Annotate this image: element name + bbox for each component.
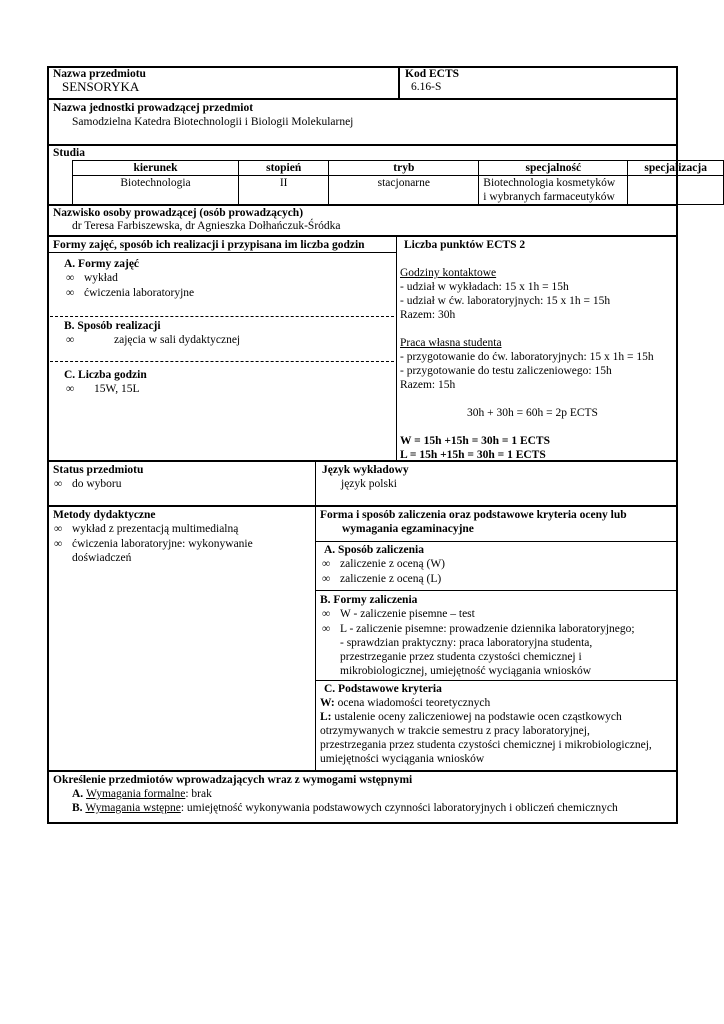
bullet-icon: ∞ — [54, 538, 63, 550]
dashed-divider — [50, 316, 394, 317]
list-item: ∞ wykład — [66, 272, 118, 284]
studies-label: Studia — [53, 147, 85, 159]
divider — [396, 235, 397, 461]
list-item-cont: doświadczeń — [72, 552, 132, 564]
header-cell: stopień — [239, 161, 329, 176]
divider — [47, 770, 678, 772]
assessment-title-cont: wymagania egzaminacyjne — [342, 523, 474, 535]
self-line: - przygotowanie do testu zaliczeniowego: 15h — [400, 365, 612, 377]
assessment-b-title: B. Formy zaliczenia — [320, 594, 418, 606]
specjalnosc-line1: Biotechnologia kosmetyków — [483, 177, 616, 189]
list-item-cont: - sprawdzian praktyczny: praca laboratoryjna studenta, — [340, 637, 593, 649]
list-item: ∞ 15W, 15L — [66, 383, 140, 395]
list-item: ∞ W - zaliczenie pisemne – test — [322, 608, 475, 620]
divider — [315, 461, 316, 771]
criteria-l-cont: umiejętności wyciągania wniosków — [320, 753, 485, 765]
status-value: ∞ do wyboru — [54, 478, 122, 490]
lecturers-label: Nazwisko osoby prowadzącej (osób prowadzących) — [53, 207, 304, 219]
contact-hours-title: Godziny kontaktowe — [400, 267, 497, 279]
assessment-a-title: A. Sposób zaliczenia — [324, 544, 424, 556]
divider — [398, 66, 400, 99]
header-cell: kierunek — [73, 161, 239, 176]
divider — [47, 460, 678, 462]
status-label: Status przedmiotu — [53, 464, 144, 476]
criteria-l: L: ustalenie oceny zaliczeniowej na podstawie ocen cząstkowych — [320, 711, 622, 723]
lecturers-value: dr Teresa Farbiszewska, dr Agnieszka Dołhańczuk-Śródka — [72, 220, 341, 232]
list-item: ∞ zajęcia w sali dydaktycznej — [66, 334, 241, 346]
forms-b-title: B. Sposób realizacji — [64, 320, 161, 332]
header-cell: tryb — [329, 161, 479, 176]
criteria-w: W: ocena wiadomości teoretycznych — [320, 697, 491, 709]
bullet-icon: ∞ — [66, 272, 75, 284]
forms-a-title: A. Formy zajęć — [64, 258, 140, 270]
cell-specjalnosc — [479, 176, 628, 205]
criteria-l-cont: przestrzegania przez studenta czystości chemicznej i mikrobiologicznej, — [320, 739, 652, 751]
contact-line: - udział w wykładach: 15 x 1h = 15h — [400, 281, 569, 293]
subject-label: Nazwa przedmiotu — [53, 68, 146, 80]
studies-header-row — [73, 161, 724, 176]
ects-w-line: W = 15h +15h = 30h = 1 ECTS — [400, 435, 550, 447]
prereq-title: Określenie przedmiotów wprowadzających wraz z wymogami wstępnymi — [53, 774, 413, 786]
ects-l-line: L = 15h +15h = 30h = 1 ECTS — [400, 449, 546, 461]
studies-table — [72, 160, 724, 205]
list-item: ∞ L - zaliczenie pisemne: prowadzenie dziennika laboratoryjnego; — [322, 623, 635, 635]
methods-label: Metody dydaktyczne — [53, 509, 156, 521]
list-item: ∞ zaliczenie z oceną (W) — [322, 558, 446, 570]
list-item: ∞ wykład z prezentacją multimedialną — [54, 523, 239, 535]
bullet-icon: ∞ — [54, 478, 63, 490]
header-cell: specjalność — [479, 161, 628, 176]
forms-c-title: C. Liczba godzin — [64, 369, 147, 381]
ects-total: 30h + 30h = 60h = 2p ECTS — [467, 407, 598, 419]
forms-header: Formy zajęć, sposób ich realizacji i przypisana im liczba godzin — [53, 239, 365, 251]
prereq-a: A. Wymagania formalne: brak — [72, 788, 212, 800]
language-label: Język wykładowy — [322, 464, 409, 476]
divider — [47, 235, 678, 237]
contact-line: - udział w ćw. laboratoryjnych: 15 x 1h = 15h — [400, 295, 611, 307]
list-item: ∞ ćwiczenia laboratoryjne: wykonywanie — [54, 538, 253, 550]
bullet-icon: ∞ — [54, 523, 63, 535]
ects-code-label: Kod ECTS — [405, 68, 460, 80]
self-line: Razem: 15h — [400, 379, 456, 391]
bullet-icon: ∞ — [66, 334, 75, 346]
ects-title: Liczba punktów ECTS 2 — [404, 239, 526, 251]
criteria-l-cont: otrzymywanych w trakcie semestru z pracy laboratoryjnej, — [320, 725, 590, 737]
ects-code-value: 6.16-S — [411, 81, 442, 93]
unit-label: Nazwa jednostki prowadzącej przedmiot — [53, 102, 254, 114]
divider — [47, 505, 678, 507]
header-cell: specjalizacja — [628, 161, 724, 176]
cell-kierunek: Biotechnologia — [73, 176, 239, 205]
list-item-cont: przestrzeganie przez studenta czystości chemicznej i — [340, 651, 582, 663]
contact-line: Razem: 30h — [400, 309, 456, 321]
subject-value: SENSORYKA — [62, 79, 140, 94]
divider — [315, 541, 678, 542]
list-item: ∞ zaliczenie z oceną (L) — [322, 573, 442, 585]
list-item: ∞ ćwiczenia laboratoryjne — [66, 287, 195, 299]
assessment-c-title: C. Podstawowe kryteria — [324, 683, 442, 695]
studies-data-row — [73, 176, 724, 205]
cell-tryb: stacjonarne — [329, 176, 479, 205]
self-line: - przygotowanie do ćw. laboratoryjnych: 15 x 1h = 15h — [400, 351, 654, 363]
unit-value: Samodzielna Katedra Biotechnologii i Biologii Molekularnej — [72, 116, 354, 128]
bullet-icon: ∞ — [66, 383, 75, 395]
language-value: język polski — [341, 478, 397, 490]
bullet-icon: ∞ — [322, 608, 331, 620]
bullet-icon: ∞ — [66, 287, 75, 299]
self-work-title: Praca własna studenta — [400, 337, 502, 349]
bullet-icon: ∞ — [322, 558, 331, 570]
divider — [315, 590, 678, 591]
bullet-icon: ∞ — [322, 623, 331, 635]
specjalnosc-line2: i wybranych farmaceutyków — [483, 191, 615, 203]
divider — [47, 144, 678, 146]
prereq-b: B. Wymagania wstępne: umiejętność wykonywania podstawowych czynności laboratoryjnych i obliczeń chemicznych — [72, 802, 618, 814]
divider — [315, 680, 678, 681]
divider — [47, 98, 678, 100]
list-item-cont: mikrobiologicznej, umiejętność wyciągania wniosków — [340, 665, 592, 677]
bullet-icon: ∞ — [322, 573, 331, 585]
divider — [47, 252, 396, 253]
assessment-title: Forma i sposób zaliczenia oraz podstawowe kryteria oceny lub — [320, 509, 627, 521]
dashed-divider — [50, 361, 394, 362]
cell-stopien: II — [239, 176, 329, 205]
cell-specjalizacja — [628, 176, 724, 205]
